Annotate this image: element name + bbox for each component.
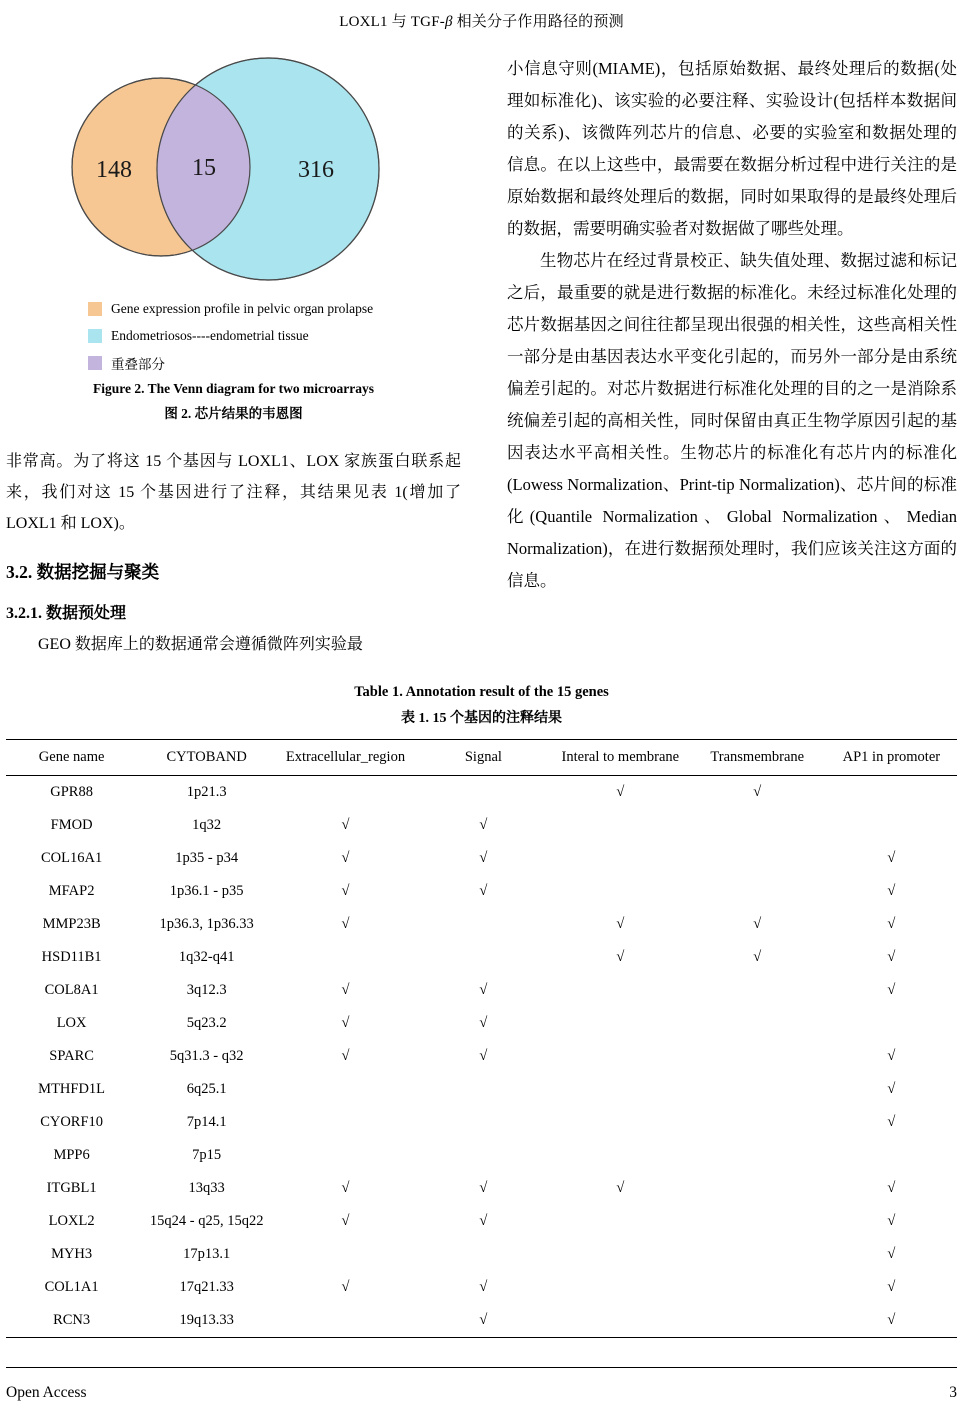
cytoband-cell: 1p21.3 xyxy=(186,784,227,800)
annotation-check-cell: √ xyxy=(753,784,762,800)
table-row xyxy=(6,1073,957,1106)
annotation-check-cell xyxy=(415,776,552,810)
column-header-cytoband: CYTOBAND xyxy=(137,740,276,776)
gene-name-cell: FMOD xyxy=(50,817,93,833)
cytoband-cell: 15q24 - q25, 15q22 xyxy=(149,1213,264,1229)
annotation-table-body xyxy=(6,776,957,1338)
venn-left-count: 148 xyxy=(96,157,132,183)
annotation-check-cell xyxy=(689,809,826,842)
annotation-check-cell xyxy=(552,1040,689,1073)
cytoband-cell: 1p36.3, 1p36.33 xyxy=(159,916,254,932)
annotation-check-cell xyxy=(552,974,689,1007)
table-header-row xyxy=(6,740,957,776)
footer-row xyxy=(6,1384,957,1402)
cytoband-cell: 13q33 xyxy=(188,1180,225,1196)
annotation-check-cell: √ xyxy=(887,1114,896,1130)
annotation-check-cell: √ xyxy=(887,1312,896,1328)
annotation-check-cell xyxy=(276,1073,415,1106)
gene-name-cell: RCN3 xyxy=(53,1312,91,1328)
annotation-check-cell xyxy=(689,842,826,875)
footer-open-access-label: Open Access xyxy=(6,1384,87,1401)
table-row xyxy=(6,842,957,875)
annotation-check-cell: √ xyxy=(479,982,488,998)
gene-name-cell: LOX xyxy=(56,1015,87,1031)
gene-name-cell: COL1A1 xyxy=(44,1279,99,1295)
annotation-check-cell xyxy=(552,1205,689,1238)
annotation-check-cell xyxy=(415,1073,552,1106)
annotation-check-cell xyxy=(552,842,689,875)
gene-name-cell: LOXL2 xyxy=(48,1213,95,1229)
table-row xyxy=(6,776,957,810)
annotation-check-cell: √ xyxy=(479,1015,488,1031)
right-paragraph-miame: 小信息守则(MIAME)，包括原始数据、最终处理后的数据(处理如标准化)、该实验的必要注释、实验设计(包括样本数据间的关系)、该微阵列芯片的信息、必要的实验室和数据处理的信息。在以上这些中，最需要在数据分析过程中进行关注的是原始数据和最终处理后的数据，同时如果取得的是最终处理后的数据，需要明确实验者对数据做了哪些处理。 xyxy=(507,59,957,238)
annotation-check-cell: √ xyxy=(479,1180,488,1196)
annotation-check-cell: √ xyxy=(341,1048,350,1064)
annotation-check-cell xyxy=(689,1271,826,1304)
gene-name-cell: MYH3 xyxy=(51,1246,93,1262)
gene-name-cell: MTHFD1L xyxy=(38,1081,106,1097)
annotation-check-cell xyxy=(689,1139,826,1172)
annotation-check-cell xyxy=(415,1238,552,1271)
annotation-check-cell xyxy=(689,1106,826,1139)
table-title xyxy=(6,684,957,727)
annotation-check-cell xyxy=(689,1007,826,1040)
annotation-check-cell: √ xyxy=(479,850,488,866)
annotation-check-cell xyxy=(552,1238,689,1271)
annotation-check-cell xyxy=(826,1007,957,1040)
table-row xyxy=(6,809,957,842)
annotation-check-cell: √ xyxy=(887,883,896,899)
gene-name-cell: CYORF10 xyxy=(40,1114,104,1130)
annotation-check-cell: √ xyxy=(479,1279,488,1295)
column-header-signal: Signal xyxy=(415,740,552,776)
footer-page-number: 3 xyxy=(949,1384,957,1401)
annotation-check-cell: √ xyxy=(887,1213,896,1229)
annotation-check-cell xyxy=(552,1271,689,1304)
annotation-check-cell: √ xyxy=(887,850,896,866)
legend-swatch-purple xyxy=(88,356,102,370)
annotation-check-cell xyxy=(552,1073,689,1106)
table-row xyxy=(6,974,957,1007)
table-row xyxy=(6,1238,957,1271)
cytoband-cell: 1q32-q41 xyxy=(178,949,235,965)
gene-name-cell: ITGBL1 xyxy=(46,1180,97,1196)
annotation-check-cell xyxy=(826,809,957,842)
cytoband-cell: 1p36.1 - p35 xyxy=(169,883,244,899)
cytoband-cell: 1q32 xyxy=(192,817,222,833)
page-header-title xyxy=(6,10,957,31)
annotation-check-cell: √ xyxy=(341,817,350,833)
column-header-extracellular-region: Extracellular_region xyxy=(276,740,415,776)
annotation-check-cell: √ xyxy=(341,982,350,998)
annotation-check-cell xyxy=(552,1106,689,1139)
annotation-check-cell: √ xyxy=(341,1213,350,1229)
annotation-check-cell: √ xyxy=(341,916,350,932)
annotation-check-cell: √ xyxy=(341,1279,350,1295)
figure-legend xyxy=(88,300,461,372)
annotation-check-cell: √ xyxy=(479,817,488,833)
table-row xyxy=(6,1106,957,1139)
annotation-check-cell: √ xyxy=(887,982,896,998)
annotation-check-cell: √ xyxy=(616,916,625,932)
column-header-interal-to-membrane: Interal to membrane xyxy=(552,740,689,776)
header-title-suffix: 相关分子作用路径的预测 xyxy=(452,14,624,30)
section-heading-3-2: 3.2. 数据挖掘与聚类 xyxy=(6,562,160,582)
legend-swatch-orange xyxy=(88,302,102,316)
annotation-check-cell: √ xyxy=(753,949,762,965)
cytoband-cell: 5q31.3 - q32 xyxy=(169,1048,244,1064)
left-paragraph-geo: GEO 数据库上的数据通常会遵循微阵列实验最 xyxy=(38,636,363,653)
column-header-ap1-in-promoter: AP1 in promoter xyxy=(826,740,957,776)
header-title-beta: β xyxy=(444,14,453,30)
table-row xyxy=(6,1271,957,1304)
table-title-en: Table 1. Annotation result of the 15 genes xyxy=(354,684,609,700)
right-paragraph-normalization: 生物芯片在经过背景校正、缺失值处理、数据过滤和标记之后，最重要的就是进行数据的标准化。未经过标准化处理的芯片数据基因之间往往都呈现出很强的相关性，这些高相关性一部分是由基因表达水平变化引起的，而另外一部分是由系统偏差引起的。对芯片数据进行标准化处理的目的之一是消除系统偏差引起的高相关性，同时保留由真正生物学原因引起的基因表达水平高相关性。生物芯片的标准化有芯片内的标准化(Lowess Normalization、Print-tip Normalization)、芯片间的标准化(Quantile Normalization、Global Normalization、Median Normalization)，在进行数据预处理时，我们应该关注这方面的信息。 xyxy=(507,251,957,590)
annotation-check-cell xyxy=(552,1139,689,1172)
cytoband-cell: 5q23.2 xyxy=(186,1015,227,1031)
annotation-check-cell: √ xyxy=(887,1279,896,1295)
venn-diagram-figure xyxy=(58,53,461,298)
annotation-check-cell xyxy=(826,1139,957,1172)
annotation-check-cell: √ xyxy=(753,916,762,932)
annotation-check-cell xyxy=(276,1304,415,1338)
annotation-check-cell xyxy=(415,1139,552,1172)
annotation-check-cell: √ xyxy=(887,1048,896,1064)
table-row xyxy=(6,1139,957,1172)
annotation-check-cell xyxy=(689,1073,826,1106)
annotation-check-cell: √ xyxy=(887,1081,896,1097)
annotation-check-cell xyxy=(689,1172,826,1205)
annotation-check-cell: √ xyxy=(341,850,350,866)
two-column-body xyxy=(6,53,957,660)
cytoband-cell: 17p13.1 xyxy=(183,1246,231,1262)
annotation-check-cell xyxy=(689,974,826,1007)
annotation-check-cell xyxy=(552,1304,689,1338)
cytoband-cell: 1p35 - p34 xyxy=(175,850,239,866)
annotation-table-header xyxy=(6,740,957,776)
gene-name-cell: COL16A1 xyxy=(41,850,103,866)
table-title-zh: 表 1. 15 个基因的注释结果 xyxy=(401,711,562,726)
cytoband-cell: 3q12.3 xyxy=(186,982,227,998)
annotation-check-cell: √ xyxy=(479,1048,488,1064)
venn-svg xyxy=(58,53,403,293)
annotation-table xyxy=(6,739,957,1338)
column-header-transmembrane: Transmembrane xyxy=(689,740,826,776)
section-heading-3-2-1: 3.2.1. 数据预处理 xyxy=(6,605,127,622)
annotation-check-cell: √ xyxy=(341,1015,350,1031)
cytoband-cell: 7p15 xyxy=(192,1147,222,1163)
annotation-check-cell: √ xyxy=(616,784,625,800)
gene-name-cell: HSD11B1 xyxy=(41,949,102,965)
table-row xyxy=(6,875,957,908)
table-row xyxy=(6,941,957,974)
annotation-check-cell xyxy=(276,776,415,810)
annotation-check-cell xyxy=(552,1007,689,1040)
legend-item-endometrial xyxy=(88,327,461,345)
gene-name-cell: GPR88 xyxy=(50,784,93,800)
annotation-check-cell xyxy=(415,908,552,941)
gene-name-cell: SPARC xyxy=(49,1048,94,1064)
annotation-check-cell xyxy=(276,941,415,974)
annotation-check-cell xyxy=(689,1238,826,1271)
table-row xyxy=(6,1040,957,1073)
gene-name-cell: MPP6 xyxy=(53,1147,90,1163)
cytoband-cell: 19q13.33 xyxy=(179,1312,234,1328)
annotation-check-cell: √ xyxy=(887,949,896,965)
legend-label-prolapse: Gene expression profile in pelvic organ prolapse xyxy=(111,301,374,316)
annotation-check-cell: √ xyxy=(479,883,488,899)
annotation-check-cell: √ xyxy=(616,949,625,965)
header-title-prefix: LOXL1 与 TGF- xyxy=(339,14,445,30)
annotation-check-cell xyxy=(689,1304,826,1338)
annotation-check-cell: √ xyxy=(616,1180,625,1196)
table-row xyxy=(6,1172,957,1205)
annotation-check-cell xyxy=(276,1139,415,1172)
figure-caption xyxy=(6,381,461,422)
cytoband-cell: 7p14.1 xyxy=(186,1114,227,1130)
annotation-check-cell xyxy=(276,1106,415,1139)
legend-label-endometrial: Endometriosos----endometrial tissue xyxy=(111,328,309,343)
annotation-check-cell xyxy=(415,1106,552,1139)
annotation-check-cell: √ xyxy=(887,1180,896,1196)
page-footer xyxy=(6,1367,957,1402)
cytoband-cell: 17q21.33 xyxy=(179,1279,234,1295)
cytoband-cell: 6q25.1 xyxy=(186,1081,227,1097)
annotation-check-cell: √ xyxy=(479,1213,488,1229)
venn-right-count: 316 xyxy=(298,157,334,183)
annotation-check-cell xyxy=(415,941,552,974)
annotation-check-cell: √ xyxy=(887,916,896,932)
gene-name-cell: MMP23B xyxy=(42,916,101,932)
gene-name-cell: MFAP2 xyxy=(48,883,95,899)
table-row xyxy=(6,908,957,941)
table-row xyxy=(6,1304,957,1338)
annotation-check-cell xyxy=(689,875,826,908)
annotation-check-cell xyxy=(552,809,689,842)
annotation-check-cell xyxy=(552,875,689,908)
left-paragraph-continuation: 非常高。为了将这 15 个基因与 LOXL1、LOX 家族蛋白联系起来，我们对这 15 个基因进行了注释，其结果见表 1(增加了 LOXL1 和 LOX)。 xyxy=(6,453,461,532)
annotation-check-cell xyxy=(826,776,957,810)
column-header-gene-name: Gene name xyxy=(6,740,137,776)
legend-item-prolapse xyxy=(88,300,461,318)
annotation-check-cell: √ xyxy=(341,1180,350,1196)
annotation-check-cell: √ xyxy=(479,1312,488,1328)
right-column xyxy=(507,53,957,660)
table-row xyxy=(6,1007,957,1040)
annotation-check-cell xyxy=(689,1040,826,1073)
gene-name-cell: COL8A1 xyxy=(44,982,99,998)
annotation-check-cell: √ xyxy=(341,883,350,899)
figure-caption-en: Figure 2. The Venn diagram for two microarrays xyxy=(93,381,374,396)
annotation-check-cell xyxy=(689,1205,826,1238)
figure-caption-zh: 图 2. 芯片结果的韦恩图 xyxy=(164,406,303,421)
table-row xyxy=(6,1205,957,1238)
legend-item-overlap xyxy=(88,354,461,372)
annotation-check-cell: √ xyxy=(887,1246,896,1262)
legend-label-overlap: 重叠部分 xyxy=(111,357,165,372)
footer-rule xyxy=(6,1367,957,1368)
venn-overlap-count: 15 xyxy=(192,155,216,181)
annotation-check-cell xyxy=(276,1238,415,1271)
left-column xyxy=(6,53,461,660)
legend-swatch-cyan xyxy=(88,329,102,343)
